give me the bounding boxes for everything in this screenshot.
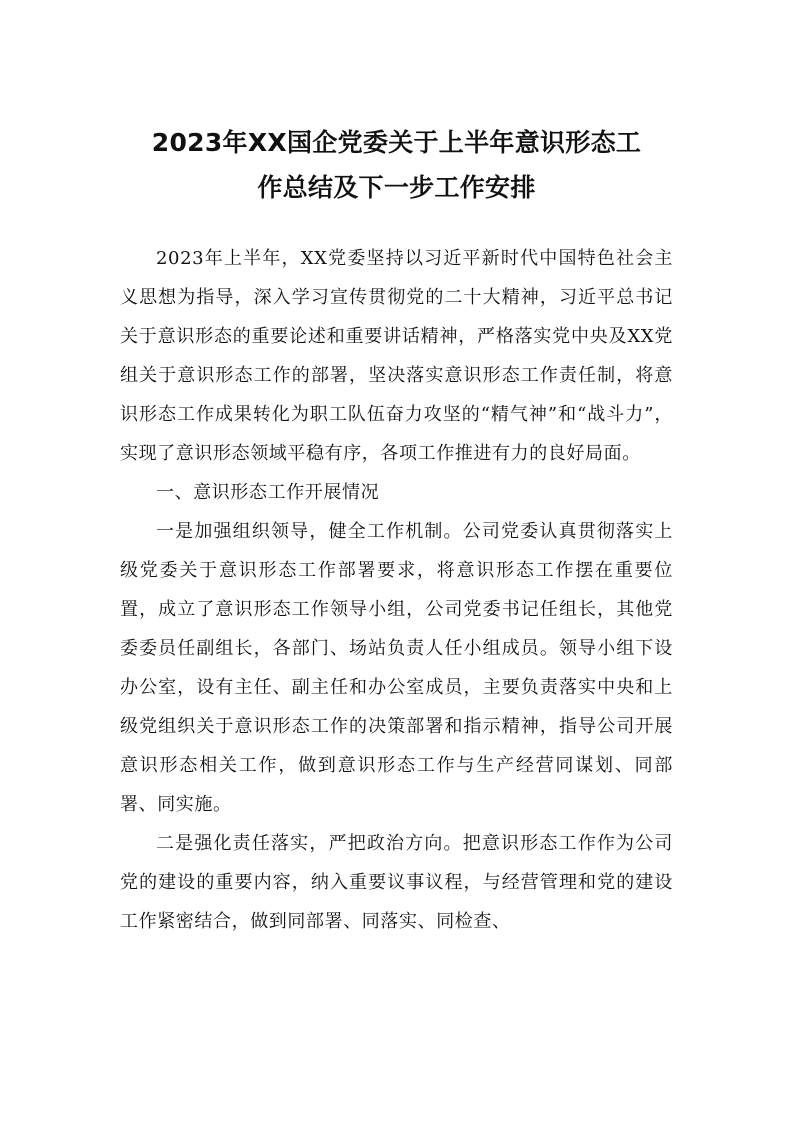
- document-title: [120, 120, 673, 210]
- title-line-1: 2023年XX国企党委关于上半年意识形态工: [151, 128, 642, 157]
- paragraph-organization: 一是加强组织领导，健全工作机制。公司党委认真贯彻落实上级党委关于意识形态工作部署要求，将意识形态工作摆在重要位置，成立了意识形态工作领导小组，公司党委书记任组长，其他党委委员任副组长，各部门、场站负责人任小组成员。领导小组下设办公室，设有主任、副主任和办公室成员，主要负责落实中央和上级党组织关于意识形态工作的决策部署和指示精神，指导公司开展意识形态相关工作，做到意识形态工作与生产经营同谋划、同部署、同实施。: [120, 521, 673, 815]
- section-heading-1: 一、意识形态工作开展情况: [156, 482, 380, 503]
- document-page: [120, 120, 673, 941]
- paragraph-responsibility: 二是强化责任落实，严把政治方向。把意识形态工作作为公司党的建设的重要内容，纳入重要议事议程，与经营管理和党的建设工作紧密结合，做到同部署、同落实、同检查、: [120, 833, 673, 932]
- title-line-2: 作总结及下一步工作安排: [257, 173, 536, 202]
- document-body: [120, 239, 673, 941]
- paragraph-intro: 2023年上半年，XX党委坚持以习近平新时代中国特色社会主义思想为指导，深入学习宣传贯彻党的二十大精神，习近平总书记关于意识形态的重要论述和重要讲话精神，严格落实党中央及XX党组关于意识形态工作的部署，坚决落实意识形态工作责任制，将意识形态工作成果转化为职工队伍奋力攻坚的“精气神”和“战斗力”，实现了意识形态领域平稳有序，各项工作推进有力的良好局面。: [120, 248, 673, 464]
